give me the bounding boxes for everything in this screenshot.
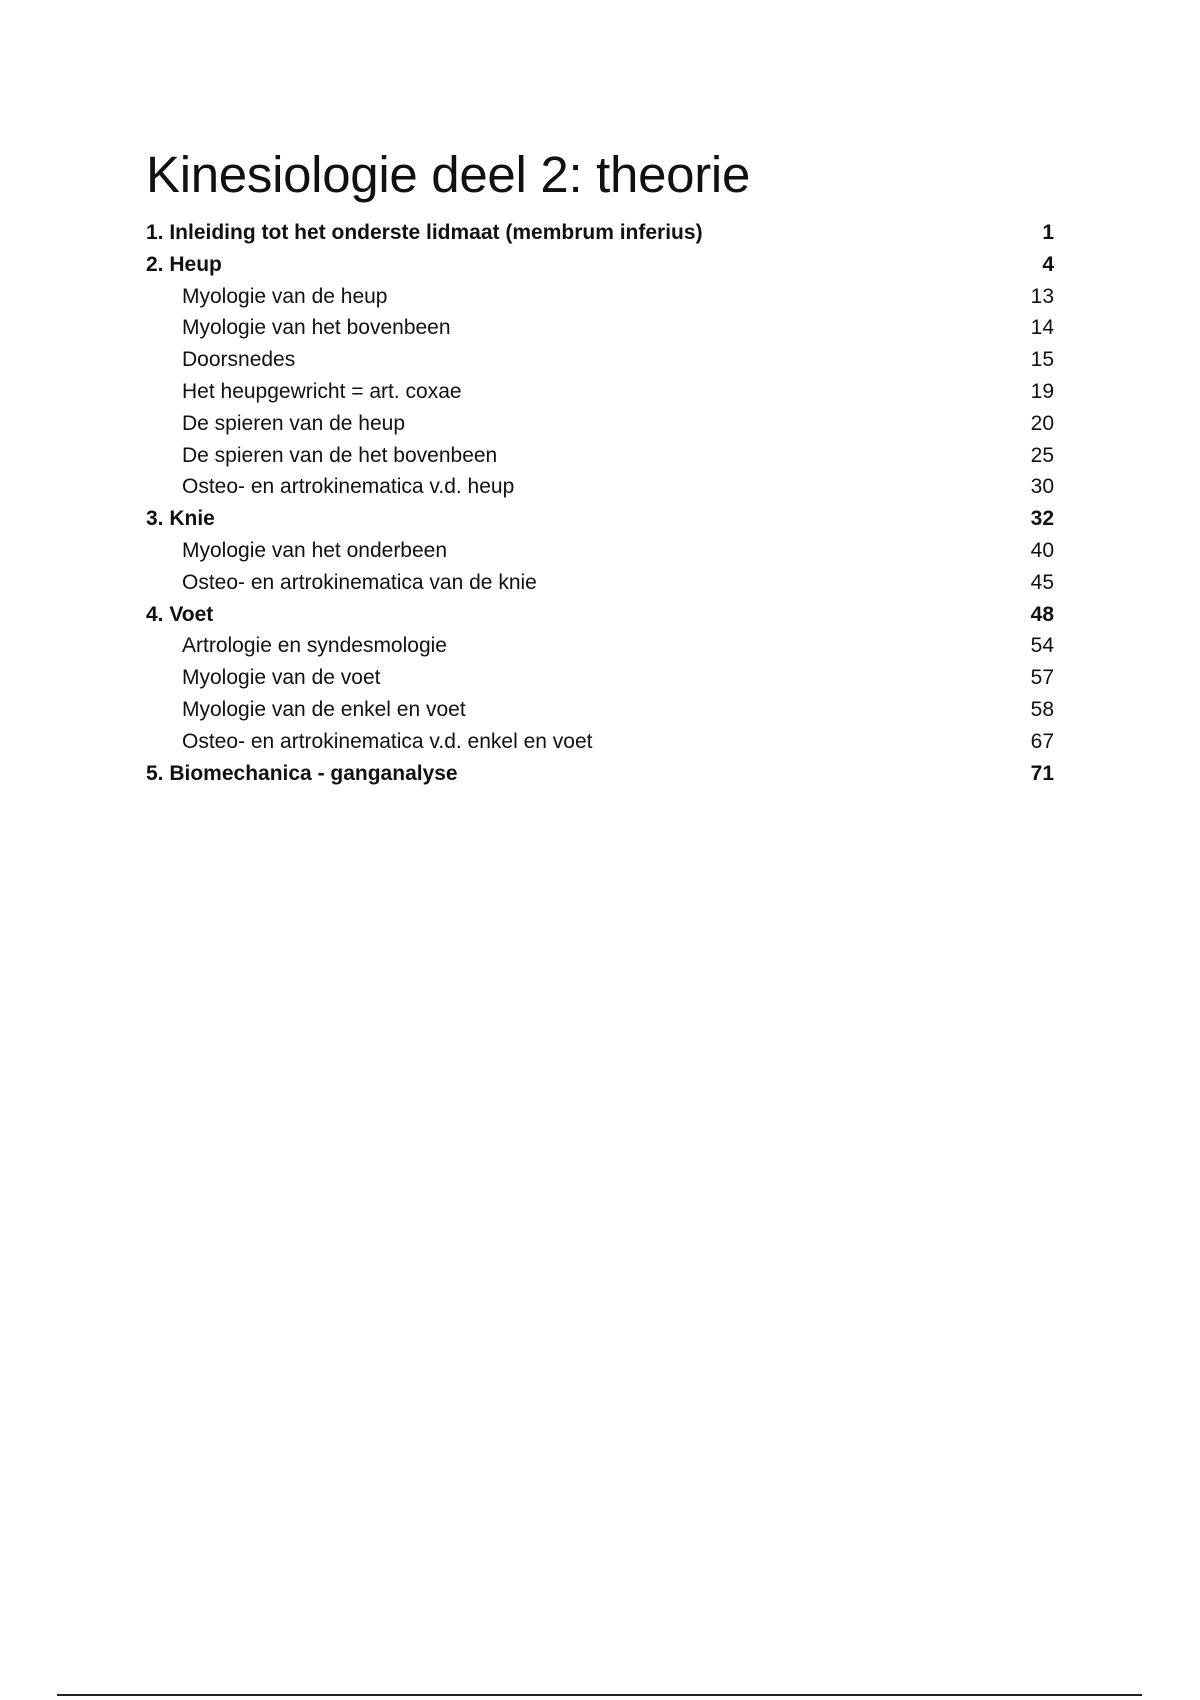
toc-entry-section[interactable]: [146, 312, 1054, 344]
toc-entry-page-number: 58: [1030, 697, 1054, 721]
toc-entry-page-number: 14: [1030, 316, 1054, 340]
toc-entry-section[interactable]: [146, 344, 1054, 376]
toc-entry-section[interactable]: [146, 567, 1054, 599]
toc-entry-section[interactable]: [146, 471, 1054, 503]
toc-entry-label: De spieren van de het bovenbeen: [182, 443, 498, 467]
toc-entry-section[interactable]: [146, 281, 1054, 313]
table-of-contents: [146, 217, 1054, 789]
toc-entry-label: Myologie van de heup: [182, 284, 388, 308]
toc-entry-page-number: 1: [1042, 221, 1054, 244]
toc-entry-section[interactable]: [146, 376, 1054, 408]
toc-entry-chapter-4[interactable]: [146, 599, 1054, 631]
toc-entry-label: 3. Knie: [146, 507, 215, 531]
toc-entry-label: Het heupgewricht = art. coxae: [182, 379, 462, 403]
toc-entry-label: Osteo- en artrokinematica van de knie: [182, 570, 537, 594]
toc-entry-page-number: 13: [1030, 284, 1054, 308]
toc-entry-page-number: 67: [1030, 729, 1054, 753]
toc-entry-section[interactable]: [146, 630, 1054, 662]
toc-entry-page-number: 71: [1030, 761, 1054, 785]
toc-entry-page-number: 15: [1030, 348, 1054, 372]
toc-entry-page-number: 4: [1042, 252, 1054, 276]
toc-entry-section[interactable]: [146, 662, 1054, 694]
toc-entry-label: Myologie van de enkel en voet: [182, 697, 466, 721]
toc-entry-page-number: 25: [1030, 443, 1054, 467]
toc-entry-label: Myologie van het onderbeen: [182, 538, 448, 562]
toc-entry-label: Osteo- en artrokinematica v.d. heup: [182, 475, 515, 499]
toc-entry-label: De spieren van de heup: [182, 411, 405, 435]
toc-entry-chapter-2[interactable]: [146, 249, 1054, 281]
toc-entry-page-number: 48: [1030, 602, 1054, 626]
toc-entry-label: Doorsnedes: [182, 348, 296, 372]
toc-entry-section[interactable]: [146, 694, 1054, 726]
toc-entry-page-number: 32: [1030, 507, 1054, 531]
toc-entry-section[interactable]: [146, 408, 1054, 440]
toc-entry-label: 5. Biomechanica - ganganalyse: [146, 761, 458, 785]
toc-entry-chapter-5[interactable]: [146, 758, 1054, 790]
toc-entry-page-number: 40: [1030, 538, 1054, 562]
toc-entry-label: Artrologie en syndesmologie: [182, 634, 447, 658]
toc-entry-label: 2. Heup: [146, 252, 222, 276]
toc-entry-label: 4. Voet: [146, 602, 214, 626]
toc-entry-section[interactable]: [146, 726, 1054, 758]
toc-entry-page-number: 54: [1030, 634, 1054, 658]
toc-entry-page-number: 45: [1030, 570, 1054, 594]
toc-entry-chapter-1[interactable]: [146, 217, 1054, 249]
toc-entry-label: 1. Inleiding tot het onderste lidmaat (membrum inferius): [146, 221, 703, 244]
toc-entry-section[interactable]: [146, 440, 1054, 472]
toc-entry-chapter-3[interactable]: [146, 503, 1054, 535]
toc-entry-label: Myologie van de voet: [182, 666, 381, 690]
toc-entry-section[interactable]: [146, 535, 1054, 567]
toc-entry-page-number: 19: [1030, 379, 1054, 403]
page-title: Kinesiologie deel 2: theorie: [146, 146, 751, 203]
toc-entry-page-number: 20: [1030, 411, 1054, 435]
toc-entry-page-number: 30: [1030, 475, 1054, 499]
footer-divider: [57, 1694, 1142, 1696]
toc-entry-page-number: 57: [1030, 666, 1054, 690]
toc-entry-label: Osteo- en artrokinematica v.d. enkel en voet: [182, 729, 593, 753]
toc-entry-label: Myologie van het bovenbeen: [182, 316, 451, 340]
